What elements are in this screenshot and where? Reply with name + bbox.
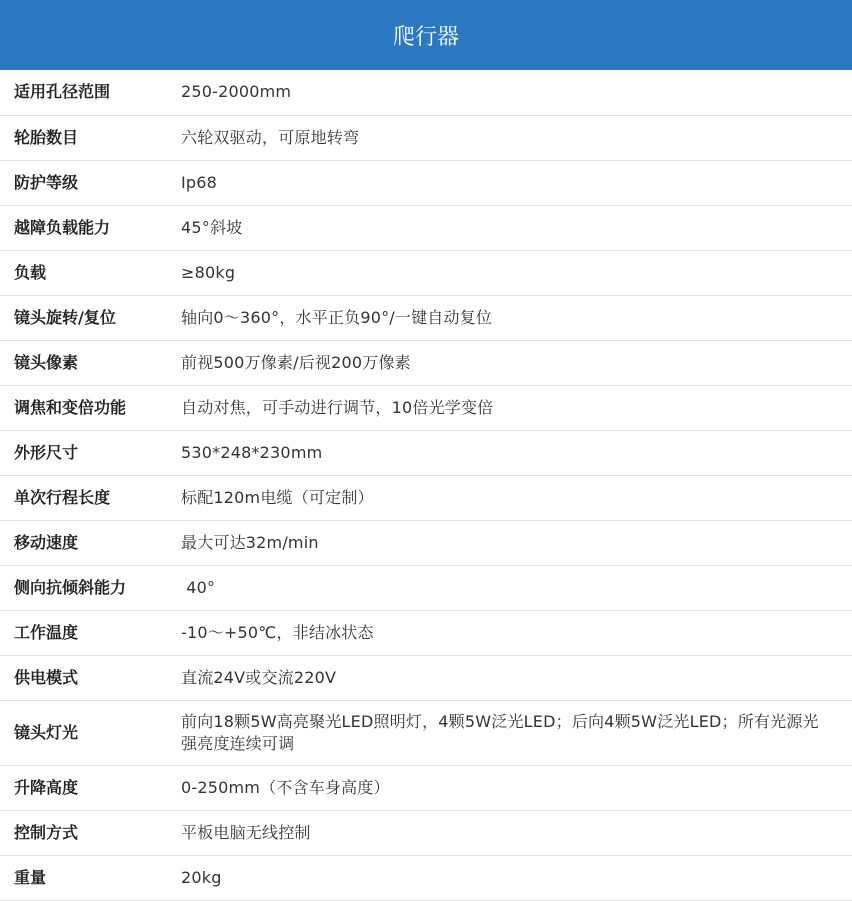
spec-value: 前向18颗5W高亮聚光LED照明灯，4颗5W泛光LED；后向4颗5W泛光LED；所有光源光强亮度连续可调 <box>181 711 819 753</box>
spec-label: 工作温度 <box>14 622 79 642</box>
spec-value: ≥80kg <box>181 262 236 282</box>
table-row <box>0 655 852 700</box>
page-title-bar <box>0 0 852 70</box>
table-row <box>0 70 852 115</box>
table-row <box>0 295 852 340</box>
table-row <box>0 205 852 250</box>
spec-label: 越障负载能力 <box>14 217 111 237</box>
spec-value: 45°斜坡 <box>181 217 243 237</box>
spec-value: 自动对焦，可手动进行调节，10倍光学变倍 <box>181 397 494 417</box>
spec-label: 外形尺寸 <box>14 442 79 462</box>
table-row <box>0 385 852 430</box>
spec-value: Ip68 <box>181 172 218 192</box>
spec-label: 供电模式 <box>14 667 79 687</box>
spec-value: 六轮双驱动，可原地转弯 <box>181 127 360 147</box>
spec-label: 升降高度 <box>14 777 79 797</box>
page-title: 爬行器 <box>392 24 459 50</box>
table-row <box>0 855 852 900</box>
spec-value: 40° <box>181 577 216 597</box>
spec-label: 侧向抗倾斜能力 <box>14 577 127 597</box>
spec-value: 轴向0～360°，水平正负90°/一键自动复位 <box>181 307 493 327</box>
spec-value: 20kg <box>181 867 222 887</box>
spec-value: 250-2000mm <box>181 82 292 102</box>
table-row <box>0 160 852 205</box>
spec-label: 镜头像素 <box>14 352 79 372</box>
spec-label: 负载 <box>14 262 47 282</box>
spec-value: -10～+50℃，非结冰状态 <box>181 622 374 642</box>
spec-label: 控制方式 <box>14 822 79 842</box>
table-row <box>0 475 852 520</box>
table-row <box>0 430 852 475</box>
table-row <box>0 340 852 385</box>
spec-label: 轮胎数目 <box>14 127 79 147</box>
spec-value: 0-250mm（不含车身高度） <box>181 777 390 797</box>
spec-value: 标配120m电缆（可定制） <box>181 487 374 507</box>
spec-table <box>0 70 852 901</box>
table-row <box>0 810 852 855</box>
spec-label: 重量 <box>14 867 47 887</box>
table-row <box>0 115 852 160</box>
table-row <box>0 765 852 810</box>
table-row <box>0 610 852 655</box>
table-row <box>0 520 852 565</box>
spec-value: 前视500万像素/后视200万像素 <box>181 352 411 372</box>
spec-label: 镜头旋转/复位 <box>14 307 116 327</box>
spec-value: 直流24V或交流220V <box>181 667 337 687</box>
table-row <box>0 565 852 610</box>
spec-value: 平板电脑无线控制 <box>181 822 311 842</box>
spec-label: 镜头灯光 <box>14 722 79 742</box>
spec-label: 单次行程长度 <box>14 487 111 507</box>
table-row <box>0 250 852 295</box>
table-row <box>0 700 852 765</box>
spec-label: 调焦和变倍功能 <box>14 397 127 417</box>
spec-label: 移动速度 <box>14 532 79 552</box>
spec-value: 最大可达32m/min <box>181 532 319 552</box>
spec-label: 适用孔径范围 <box>14 82 111 102</box>
spec-value: 530*248*230mm <box>181 442 323 462</box>
spec-label: 防护等级 <box>14 172 79 192</box>
